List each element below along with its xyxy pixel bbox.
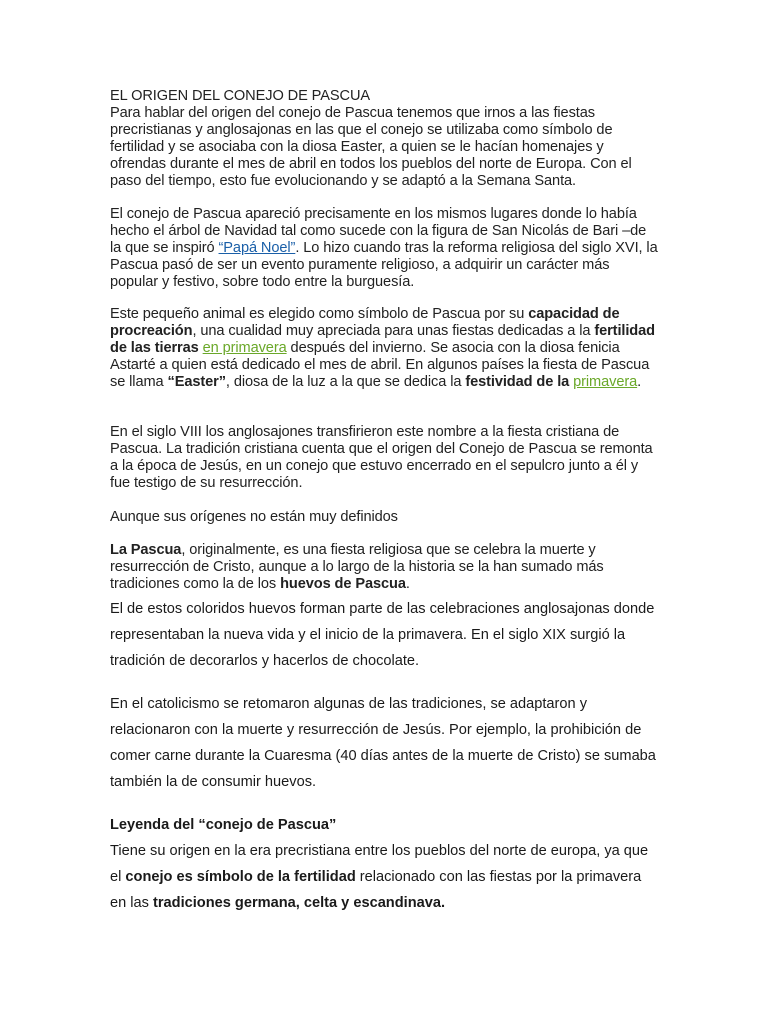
paragraph-navidad: El conejo de Pascua apareció precisamente en los mismos lugares donde lo había hecho el árbol de Navidad tal como sucede con la figura de San Nicolás de Bari –de la que se inspiró “Papá Noel”. Lo hizo cuando tras la reforma religiosa del siglo XVI, la Pascua pasó de ser un evento puramente religioso, a adquirir un carácter más popular y festivo, sobre todo entre la burguesía.: [110, 206, 658, 290]
intro-block: [110, 88, 660, 189]
paragraph-origenes: Aunque sus orígenes no están muy definidos: [110, 509, 398, 525]
paragraph-origin: Para hablar del origen del conejo de Pascua tenemos que irnos a las fiestas precristianas y anglosajonas en las que el conejo se utilizaba como símbolo de fertilidad y se asociaba con la diosa Easter, a quien se le hacían homenajes y ofrendas durante el mes de abril en todos los pueblos del norte de Europa. Con el paso del tiempo, esto fue evolucionando y se adaptó a la Semana Santa.: [110, 104, 632, 189]
leyenda-section: [110, 812, 660, 916]
paragraph-la-pascua: La Pascua, originalmente, es una fiesta religiosa que se celebra la muerte y resurrección de Cristo, aunque a lo largo de la historia se la han sumado más tradiciones como la de los huevos de Pascua.: [110, 542, 604, 592]
paragraph-anglosajones: En el siglo VIII los anglosajones transfirieron este nombre a la fiesta cristiana de Pascua. La tradición cristiana cuenta que el origen del Conejo de Pascua se remonta a la época de Jesús, en un conejo que estuvo encerrado en el sepulcro junto a él y fue testigo de su resurrección.: [110, 424, 653, 491]
en-primavera-link[interactable]: en primavera: [202, 339, 287, 356]
paragraph-leyenda: Tiene su origen en la era precristiana entre los pueblos del norte de europa, ya que el conejo es símbolo de la fertilidad relacionado con las fiestas por la primavera en las tradiciones germana, celta y escandinava.: [110, 843, 649, 911]
section-heading: Leyenda del “conejo de Pascua”: [110, 817, 337, 833]
paragraph-huevos: El de estos coloridos huevos forman parte de las celebraciones anglosajonas donde representaban la nueva vida y el inicio de la primavera. En el siglo XIX surgió la tradición de decorarlos y hacerlos de chocolate.: [110, 601, 655, 669]
paragraph-catolicismo: En el catolicismo se retomaron algunas de las tradiciones, se adaptaron y relacionaron con la muerte y resurrección de Jesús. Por ejemplo, la prohibición de comer carne durante la Cuaresma (40 días antes de la muerte de Cristo) se sumaba también la de consumir huevos.: [110, 696, 656, 790]
papa-noel-link[interactable]: “Papá Noel”: [218, 239, 296, 256]
document-title: EL ORIGEN DEL CONEJO DE PASCUA: [110, 88, 371, 104]
primavera-link[interactable]: primavera: [573, 373, 638, 390]
paragraph-symbol: Este pequeño animal es elegido como símbolo de Pascua por su capacidad de procreación, una cualidad muy apreciada para unas fiestas dedicadas a la fertilidad de las tierras en primavera después del invierno. Se asocia con la diosa fenicia Astarté a quien está dedicado el mes de abril. En algunos países la fiesta de Pascua se llama “Easter”, diosa de la luz a la que se dedica la festividad de la primavera.: [110, 306, 655, 390]
